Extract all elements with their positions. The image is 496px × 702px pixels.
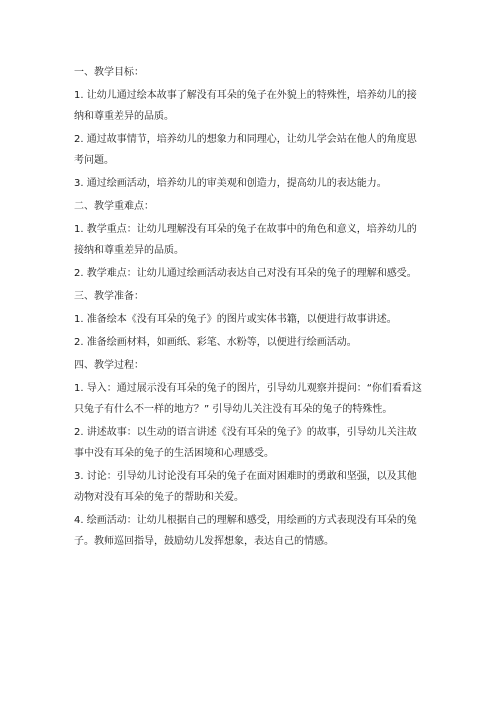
- paragraph-line: 2. 准备绘画材料，如画纸、彩笔、水粉等，以便进行绘画活动。: [74, 337, 357, 348]
- section-heading-preparation: 三、教学准备：: [74, 291, 144, 302]
- paragraph-line: 3. 通过绘画活动，培养幼儿的审美观和创造力，提高幼儿的表达能力。: [74, 178, 387, 189]
- paragraph-line: 动物对没有耳朵的兔子的帮助和关爱。: [74, 492, 244, 503]
- paragraph-line: 3. 讨论：引导幼儿讨论没有耳朵的兔子在面对困难时的勇敢和坚强，以及其他: [74, 471, 417, 482]
- paragraph-line: 只兔子有什么不一样的地方？” 引导幼儿关注没有耳朵的兔子的特殊性。: [74, 404, 393, 415]
- document-body: [74, 68, 430, 560]
- paragraph-line: 2. 讲述故事：以生动的语言讲述《没有耳朵的兔子》的故事，引导幼儿关注故: [74, 427, 417, 438]
- paragraph-line: 子。教师巡回指导，鼓励幼儿发挥想象，表达自己的情感。: [74, 536, 334, 547]
- paragraph-line: 纳和尊重差异的品质。: [74, 111, 174, 122]
- paragraph-line: 接纳和尊重差异的品质。: [74, 245, 184, 256]
- paragraph-line: 2. 教学难点：让幼儿通过绘画活动表达自己对没有耳朵的兔子的理解和感受。: [74, 268, 417, 279]
- paragraph-line: 考问题。: [74, 155, 114, 166]
- section-heading-process: 四、教学过程：: [74, 360, 144, 371]
- paragraph-line: 1. 让幼儿通过绘本故事了解没有耳朵的兔子在外貌上的特殊性，培养幼儿的接: [74, 90, 417, 101]
- paragraph-line: 事中没有耳朵的兔子的生活困境和心理感受。: [74, 448, 274, 459]
- paragraph-line: 1. 准备绘本《没有耳朵的兔子》的图片或实体书籍，以便进行故事讲述。: [74, 314, 397, 325]
- paragraph-line: 1. 导入：通过展示没有耳朵的兔子的图片，引导幼儿观察并提问：“你们看看这: [74, 383, 422, 394]
- paragraph-line: 4. 绘画活动：让幼儿根据自己的理解和感受，用绘画的方式表现没有耳朵的兔: [74, 515, 417, 526]
- paragraph-line: 1. 教学重点：让幼儿理解没有耳朵的兔子在故事中的角色和意义，培养幼儿的: [74, 224, 417, 235]
- section-heading-key-points: 二、教学重难点：: [74, 201, 154, 212]
- paragraph-line: 2. 通过故事情节，培养幼儿的想象力和同理心，让幼儿学会站在他人的角度思: [74, 134, 417, 145]
- section-heading-objectives: 一、教学目标：: [74, 67, 144, 78]
